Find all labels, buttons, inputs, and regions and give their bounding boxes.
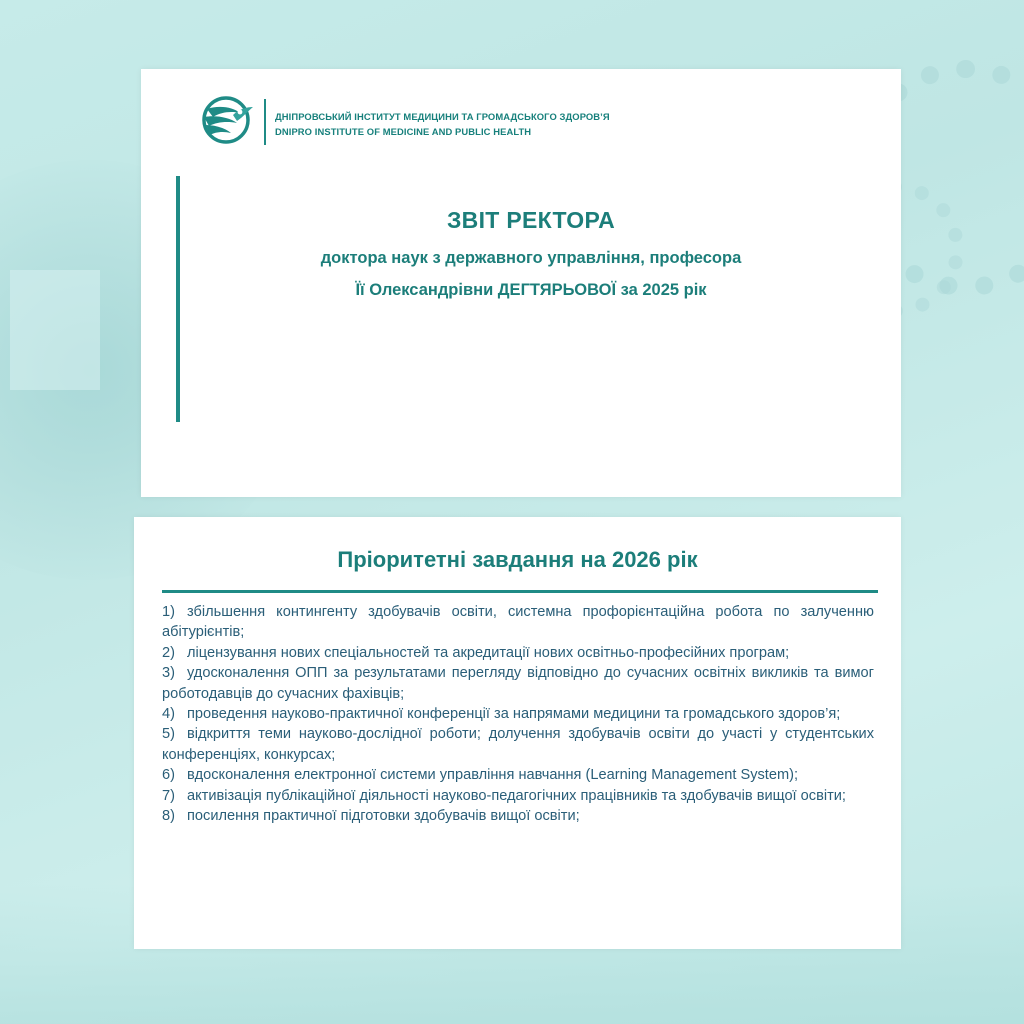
- list-item: [162, 704, 874, 724]
- list-item-text: вдосконалення електронної системи управління навчання (Learning Management System);: [187, 767, 799, 784]
- list-item-text: посилення практичної підготовки здобувачів вищої освіти;: [187, 808, 580, 825]
- priorities-title: Пріоритетні завдання на 2026 рік: [337, 547, 698, 572]
- list-item: [162, 724, 874, 765]
- list-item-number: 8): [162, 808, 175, 825]
- list-item-text: збільшення контингенту здобувачів освіти, системна профорієнтаційна робота по залученню абітурієнтів;: [162, 604, 874, 641]
- priorities-card: [134, 517, 901, 949]
- list-item: [162, 806, 874, 826]
- list-item-text: активізація публікаційної діяльності науково-педагогічних працівників та здобувачів вищої освіти;: [187, 787, 846, 804]
- list-item-number: 5): [162, 726, 175, 743]
- report-subtitle-line1: доктора наук з державного управління, професора: [320, 249, 742, 267]
- priorities-list: [162, 602, 874, 826]
- list-item-text: удосконалення ОПП за результатами перегляду відповідно до сучасних освітніх викликів та вимог роботодавців до сучасних фахівців;: [162, 665, 874, 702]
- institute-logo-icon: [193, 95, 263, 145]
- list-item: [162, 663, 874, 704]
- list-item: [162, 602, 874, 643]
- list-item-number: 1): [162, 604, 175, 620]
- report-title-card: [141, 69, 901, 497]
- list-item-number: 4): [162, 706, 175, 723]
- list-item: [162, 786, 874, 806]
- institute-name-en: DNIPRO INSTITUTE OF MEDICINE AND PUBLIC HEALTH: [275, 126, 532, 137]
- list-item-number: 7): [162, 787, 175, 804]
- background-cross-decoration: [10, 270, 100, 390]
- list-item-text: проведення науково-практичної конференції за напрямами медицини та громадського здоров’я;: [187, 706, 841, 723]
- list-item: [162, 765, 874, 785]
- list-item: [162, 643, 874, 663]
- institute-name: [275, 109, 610, 139]
- list-item-number: 2): [162, 644, 175, 661]
- report-subtitle-line2: Її Олександрівни ДЕГТЯРЬОВОЇ за 2025 рік: [355, 281, 707, 299]
- list-item-text: відкриття теми науково-дослідної роботи; долучення здобувачів освіти до участі у студентських конференціях, конкурсах;: [162, 726, 874, 763]
- report-title: ЗВІТ РЕКТОРА: [446, 207, 616, 233]
- list-item-number: 3): [162, 665, 175, 682]
- list-item-text: ліцензування нових спеціальностей та акредитації нових освітньо-професійних програм;: [187, 644, 790, 661]
- logo-divider: [264, 99, 266, 145]
- accent-bar: [176, 176, 180, 422]
- title-underline: [162, 590, 878, 593]
- institute-name-ua: ДНІПРОВСЬКИЙ ІНСТИТУТ МЕДИЦИНИ ТА ГРОМАДСЬКОГО ЗДОРОВ’Я: [275, 111, 610, 122]
- list-item-number: 6): [162, 767, 175, 784]
